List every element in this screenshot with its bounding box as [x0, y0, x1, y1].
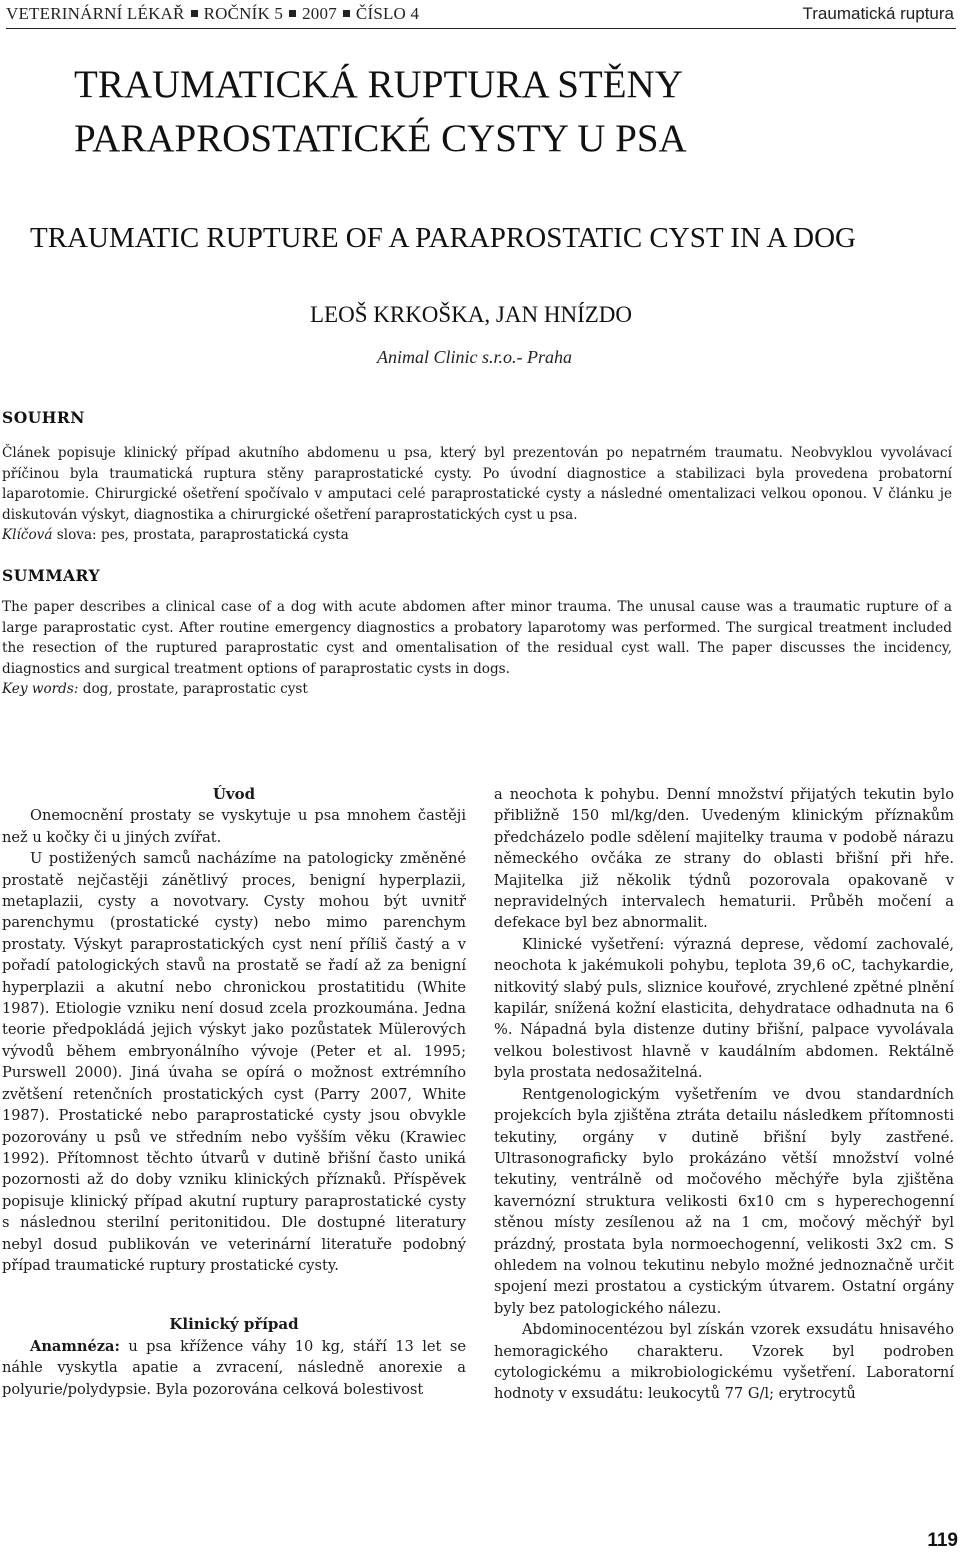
journal-info	[6, 4, 419, 24]
authors: LEOŠ KRKOŠKA, JAN HNÍZDO	[310, 302, 632, 327]
body-paragraph: Onemocnění prostaty se vyskytuje u psa mnohem častěji než u kočky či u jiných zvířat.	[2, 807, 466, 846]
anamneza-text: u psa křížence váhy 10 kg, stáří 13 let se náhle vyskytla apatie a zvracení, následně anorexie a polyurie/polydypsie. Byla pozorována celková bolestivost	[2, 1337, 466, 1398]
souhrn-keywords-text: slova: pes, prostata, paraprostatická cysta	[52, 527, 349, 544]
running-title: Traumatická ruptura	[802, 4, 954, 23]
section-heading-uvod: Úvod	[212, 785, 256, 803]
journal-name: VETERINÁRNÍ LÉKAŘ	[6, 4, 185, 23]
separator-square-icon	[289, 10, 296, 17]
summary-keywords-label: Key words:	[2, 681, 79, 698]
running-header	[6, 2, 956, 29]
summary-keywords-text: dog, prostate, paraprostatic cyst	[78, 681, 308, 698]
section-heading-klinicky-pripad: Klinický případ	[169, 1315, 299, 1334]
article-title-line-2: PARAPROSTATICKÉ CYSTY U PSA	[74, 117, 687, 160]
summary-keywords	[2, 679, 952, 700]
article-title-line-1: TRAUMATICKÁ RUPTURA STĚNY	[74, 63, 683, 106]
souhrn-keywords	[2, 525, 952, 546]
journal-issue: ČÍSLO 4	[355, 4, 420, 23]
english-title: TRAUMATIC RUPTURE OF A PARAPROSTATIC CYST IN A DOG	[30, 222, 856, 254]
souhrn-text: Článek popisuje klinický případ akutního abdomenu u psa, který byl prezentován po nepatrném traumatu. Neobvyklou vyvolávací příčinou byla traumatická ruptura stěny paraprostatické cysty. Po úvodní diagnostice a stabilizaci byla provedena probatorní laparotomie. Chirurgické ošetření spočívalo v amputaci celé paraprostatické cysty a následné omentalizaci velkou oponou. V článku je diskutován výskyt, diagnostika a chirurgické ošetření paraprostatických cyst u psa.	[2, 445, 952, 523]
body-paragraph: Klinické vyšetření: výrazná deprese, vědomí zachovalé, neochota k jakémukoli pohybu, teplota 39,6 oC, tachykardie, nitkovitý slabý puls, sliznice kouřové, zrychlené zpětné plnění kapilár, snížená kožní elasticita, dehydratace odhadnuta na 6 %. Nápadná byla distenze dutiny břišní, palpace vyvolávala velkou bolestivost hlavně v kaudálním abdomen. Rektálně byla prostata nedosažitelná.	[494, 935, 954, 1082]
article-title	[74, 58, 924, 166]
souhrn-heading: SOUHRN	[2, 408, 85, 427]
page-number: 119	[927, 1530, 958, 1551]
body-paragraph: Abdominocentézou byl získán vzorek exsudátu hnisavého hemoragického charakteru. Vzorek byl podroben cytologickému a mikrobiologickému vyšetření. Laboratorní hodnoty v exsudátu: leukocytů 77 G/l; erytrocytů	[494, 1321, 954, 1403]
summary-text: The paper describes a clinical case of a dog with acute abdomen after minor trauma. The unusal cause was a traumatic rupture of a large paraprostatic cyst. After routine emergency diagnostics a probatory laparotomy was performed. The surgical treatment included the resection of the ruptured paraprostatic cyst and omentalisation of the residual cyst wall. The paper discusses the incidency, diagnostics and surgical treatment options of paraprostatic cysts in dogs.	[2, 599, 952, 677]
separator-square-icon	[191, 10, 198, 17]
body-paragraph-anamneza	[2, 1336, 466, 1400]
summary-abstract	[2, 597, 952, 700]
affiliation: Animal Clinic s.r.o.- Praha	[377, 347, 573, 367]
journal-volume: ROČNÍK 5	[203, 4, 284, 23]
section-spacer	[2, 1276, 466, 1314]
body-paragraph: a neochota k pohybu. Denní množství přijatých tekutin bylo přibližně 150 ml/kg/den. Uvedeným klinickým příznakům předcházelo podle sdělení majitelky trauma v podobě nárazu německého ovčáka ze strany do oblasti břišní při hře. Majitelka již několik týdnů pozorovala opakovaně v nepravidelných intervalech hematurii. Průběh močení a defekace byl bez abnormalit.	[494, 786, 954, 932]
anamneza-label: Anamnéza:	[30, 1337, 120, 1355]
souhrn-abstract	[2, 443, 952, 546]
separator-square-icon	[343, 10, 350, 17]
summary-heading: SUMMARY	[2, 566, 101, 585]
souhrn-keywords-label: Klíčová	[2, 527, 53, 544]
body-paragraph: Rentgenologickým vyšetřením ve dvou standardních projekcích byla zjištěna ztráta detailu následkem přítomnosti tekutiny, orgány v dutině břišní byly zastřené. Ultrasonograficky bylo prokázáno větší množství volné tekutiny, ventrálně od močového měchýře byla zjištěna kavernózní struktura velikosti 6x10 cm s hyperechogenní stěnou místy zesílenou až na 1 cm, močový měchýř byl prázdný, prostata byla normoechogenní, velikosti 3x2 cm. S ohledem na volnou tekutinu nebylo možné jednoznačně určit spojení mezi prostatou a cystickým útvarem. Ostatní orgány byly bez patologického nálezu.	[494, 1085, 954, 1317]
journal-year: 2007	[302, 4, 337, 23]
body-paragraph: U postižených samců nacházíme na patologicky změněné prostatě nejčastěji zánětlivý proces, benigní hyperplazii, metaplazii, cysty a novotvary. Cysty mohou být uvnitř parenchymu (prostatické cysty) nebo mimo parenchym prostaty. Výskyt paraprostatických cyst není příliš častý a v pořadí patologických stavů na prostatě se řadí až za benigní hyperplazii a akutní nebo chronickou prostatitidu (White 1987). Etiologie vzniku není dosud zcela prozkoumána. Jedna teorie předpokládá jejich výskyt jako pozůstatek Mülerových vývodů během embryonálního vývoje (Peter et al. 1995; Purswell 2000). Jiná úvaha se opírá o možnost extrémního zvětšení retenčních prostatických cyst (Parry 2007, White 1987). Prostatické nebo paraprostatické cysty jsou obvykle pozorovány u psů ve středním nebo vyšším věku (Krawiec 1992). Přítomnost těchto útvarů v dutině břišní často uniká pozornosti až do doby vzniku klinických příznaků. Příspěvek popisuje klinický případ akutní ruptury paraprostatické cysty s následnou sterilní peritonitidou. Dle dostupné literatury nebyl dosud publikován ve veterinární literatuře podobný případ traumatické ruptury prostatické cysty.	[2, 850, 466, 1274]
body-right-column	[494, 784, 954, 1405]
body-left-column	[2, 784, 466, 1400]
